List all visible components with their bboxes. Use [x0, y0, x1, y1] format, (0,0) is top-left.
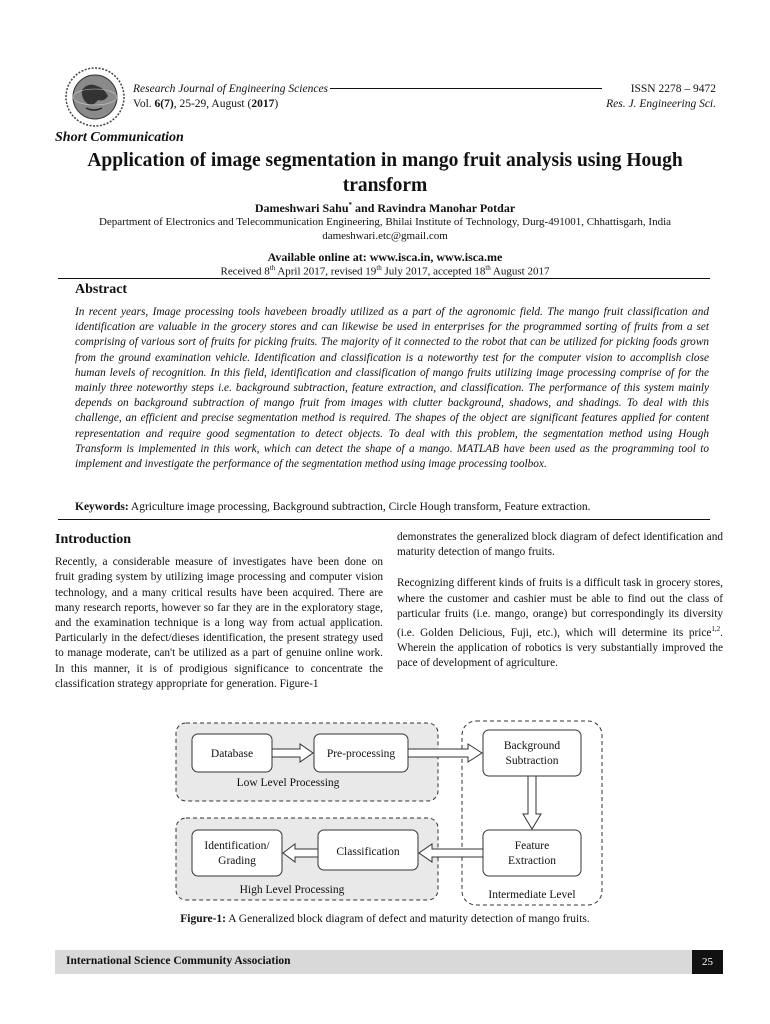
right-column	[397, 530, 723, 671]
email: dameshwari.etc@gmail.com	[322, 230, 448, 242]
available-online: Available online at: www.isca.in, www.isca.me	[267, 250, 503, 264]
authors: Dameshwari Sahu* and Ravindra Manohar Potdar	[254, 201, 516, 215]
left-column	[55, 530, 383, 692]
issn: ISSN 2278 – 9472	[630, 83, 716, 95]
received-dates: Received 8th April 2017, revised 19th July 2017, accepted 18th August 2017	[220, 264, 550, 278]
keywords-bottom-rule	[58, 519, 710, 520]
low-level-label: Low Level Processing	[236, 777, 340, 789]
section-tag: Short Communication	[55, 130, 184, 145]
high-level-label: High Level Processing	[239, 884, 345, 896]
abstract-top-rule	[58, 278, 710, 279]
footer-organization: International Science Community Association	[66, 955, 291, 967]
paper-title: Application of image segmentation in mango fruit analysis using Hough transform	[87, 150, 683, 196]
figure-1-block-diagram	[172, 718, 608, 908]
abstract-heading: Abstract	[75, 282, 128, 297]
bg-sub-label-2: Subtraction	[505, 755, 559, 767]
affiliation: Department of Electronics and Telecommunication Engineering, Bhilai Institute of Technology, Durg-491001, Chhattisgarh, India dameshwari.etc@gmail.com	[60, 215, 710, 243]
ident-label-1: Identification/	[204, 840, 270, 852]
page-number: 25	[692, 950, 723, 974]
feature-extraction-box	[483, 830, 581, 876]
identification-box	[192, 830, 282, 876]
abstract-text: In recent years, Image processing tools havebeen broadly utilized as a part of the agronomic field. The mango fruit classification and identification are valuable in the grocery stores and can likewise be used in enterprises for the programmed sorting of fruits from a set comprising of various sort of fruits for picking fruits. The majority of it connected to the robot that can be utilized for picking foods grown from the ground examination vehicle. Identification and classification is a noteworthy test for the computer vision to accomplish close human levels of recognition. In this field, identification and classification of mango fruits utilizing image processing comprise of for the mainly three noteworthy steps i.e. background subtraction, feature extraction, and classification. The performance of this system mainly depends on background subtraction of mango fruit from images with clutter background, shadows, and shadings. To deal with this challenge, an efficient and precise segmentation method is required. The shapes of the object are significant features applied for content representation and require good segmentation to detect objects. To deal with this problem, the segmentation method using Hough Transform is implemented in this work, which can detect the shape of a mango. MATLAB have been used as the programming tool to implement and investigate the performance of the segmentation method using image processing toolbox.	[75, 306, 709, 471]
preprocessing-label: Pre-processing	[326, 748, 396, 760]
header-rule	[330, 88, 602, 89]
database-label: Database	[210, 748, 254, 760]
background-subtraction-box	[483, 730, 581, 776]
keywords: Keywords: Agriculture image processing, Background subtraction, Circle Hough transform, Feature extraction.	[75, 501, 591, 513]
journal-abbr: Res. J. Engineering Sci.	[606, 98, 716, 110]
journal-name: Research Journal of Engineering Sciences	[133, 83, 329, 95]
journal-header	[133, 82, 602, 112]
figure-caption: Figure-1: A Generalized block diagram of defect and maturity detection of mango fruits.	[180, 913, 590, 925]
journal-header-right	[606, 82, 716, 112]
feat-label-2: Extraction	[508, 855, 556, 867]
isca-globe-logo	[64, 66, 126, 128]
introduction-heading: Introduction	[55, 532, 131, 547]
bg-sub-label-1: Background	[503, 740, 561, 752]
ident-label-2: Grading	[218, 855, 256, 867]
classification-label: Classification	[336, 846, 400, 858]
right-paragraph-1: demonstrates the generalized block diagram of defect identification and maturity detection of mango fruits.	[397, 531, 723, 559]
intermediate-label: Intermediate Level	[488, 889, 576, 901]
feat-label-1: Feature	[514, 840, 550, 852]
intro-paragraph-1: Recently, a considerable measure of investigates have been done on fruit grading system by utilizing image processing and computer vision technology, and a many critical results have been acquired. There are many research reports, however so far they are in the exploratory stage, and the examination technique is a long way from actual application. Particularly in the defect/dieses identification, the present strategy used to manage moderate, can't be utilized as a part of genuine online work. In this manner, it is of prodigious significance to concentrate the classification strategy appropriate for generation. Figure-1	[55, 556, 383, 690]
volume-line: Vol. 6(7), 25-29, August (2017)	[133, 98, 279, 110]
right-paragraph-2: Recognizing different kinds of fruits is a difficult task in grocery stores, where the customer and cashier must be able to find out the class of particular fruits (i.e. mango, orange) but correspondingly its diversity (i.e. Golden Delicious, Fuji, etc.), which will determine its price$^{1,2}$. Wherein the application of robotics is very substantially improved the pace of development of agriculture.	[397, 577, 723, 670]
